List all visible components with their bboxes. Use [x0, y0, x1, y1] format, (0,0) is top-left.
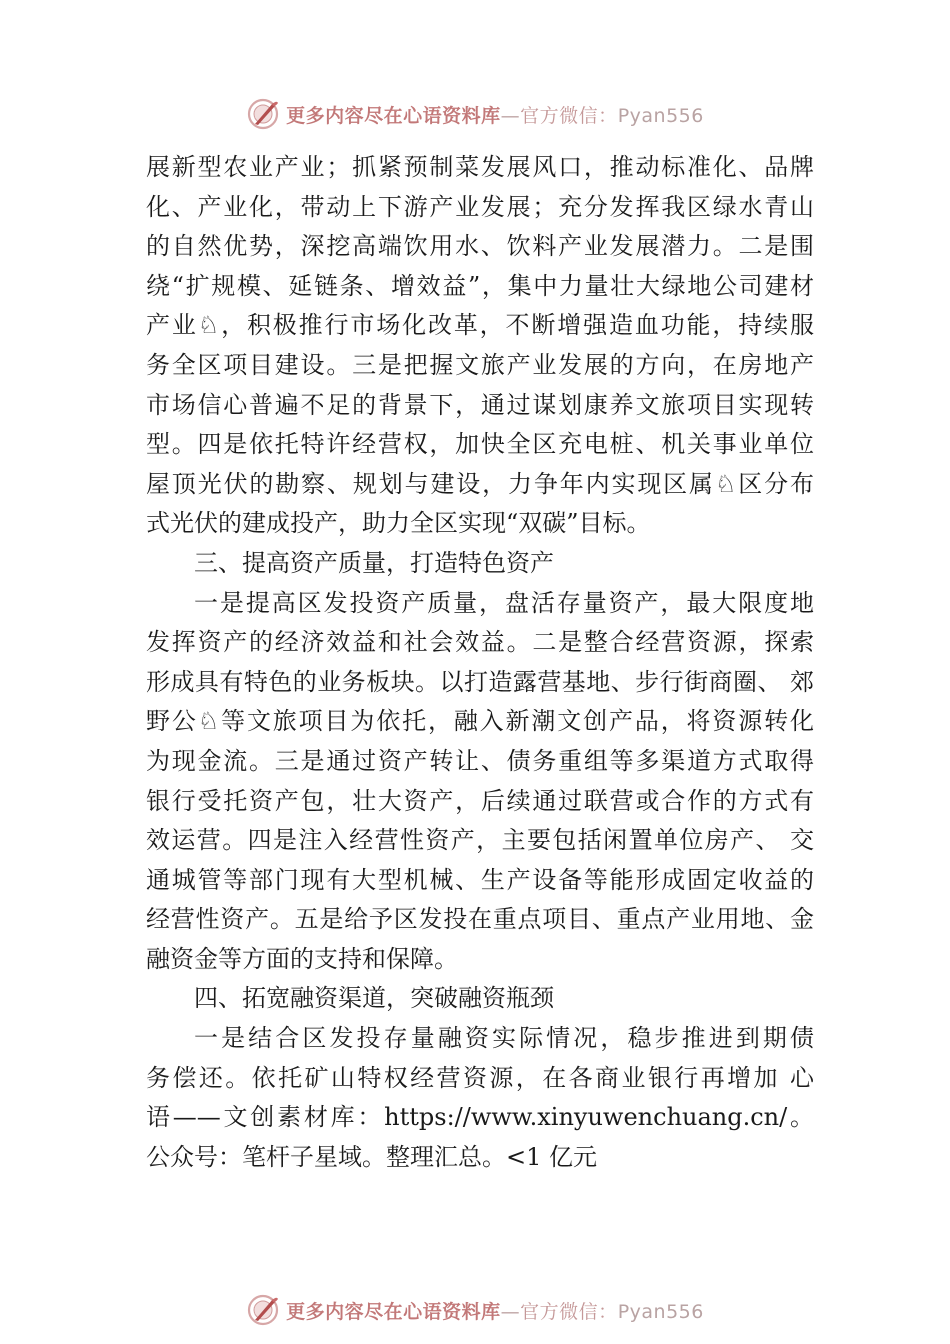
body-line: 式光伏的建成投产，助力全区实现“双碳”目标。: [146, 509, 651, 538]
header-banner-wechat-id: Pyan556: [617, 104, 704, 127]
footer-watermark-banner: [0, 1290, 950, 1330]
section-3-line: 银行受托资产包，壮大资产，后续通过联营或合作的方式有: [146, 786, 814, 815]
section-heading-3: 三、提高资产质量，打造特色资产: [194, 548, 554, 577]
section-4-line: 务偿还。依托矿山特权经营资源，在各商业银行再增加 心: [146, 1063, 814, 1092]
section-4-line: 一是结合区发投存量融资实际情况，稳步推进到期债: [194, 1024, 814, 1053]
header-banner-brand: 更多内容尽在心语资料库: [286, 104, 501, 127]
footer-banner-wechat-id: Pyan556: [617, 1300, 704, 1323]
body-line: 市场信心普遍不足的背景下，通过谋划康养文旅项目实现转: [146, 390, 814, 419]
body-line: 务全区项目建设。三是把握文旅产业发展的方向，在房地产: [146, 350, 814, 379]
body-line: 化、产业化，带动上下游产业发展；充分发挥我区绿水青山: [146, 192, 814, 221]
section-heading-4: 四、拓宽融资渠道，突破融资瓶颈: [194, 984, 554, 1013]
section-3-line: 发挥资产的经济效益和社会效益。二是整合经营资源，探索: [146, 628, 814, 657]
section-3-line: 经营性资产。五是给予区发投在重点项目、重点产业用地、金: [146, 905, 814, 934]
footer-banner-dash: —: [500, 1300, 521, 1323]
section-3-line: 为现金流。三是通过资产转让、债务重组等多渠道方式取得: [146, 746, 814, 775]
header-banner-wechat-label: 官方微信：: [520, 104, 618, 127]
section-3-line: 一是提高区发投资产质量，盘活存量资产，最大限度地: [194, 588, 814, 617]
body-line: 产业♘，积极推行市场化改革，不断增强造血功能，持续服: [146, 311, 814, 340]
section-3-line: 形成具有特色的业务板块。以打造露营基地、步行街商圈、 郊: [146, 667, 814, 696]
header-banner-text: [286, 101, 704, 128]
section-3-line: 效运营。四是注入经营性资产，主要包括闲置单位房产、 交: [146, 826, 814, 855]
section-3-line: 野公♘等文旅项目为依托，融入新潮文创产品，将资源转化: [146, 707, 814, 736]
footer-banner-text: [286, 1297, 704, 1324]
section-4-line: 公众号：笔杆子星域。整理汇总。<1 亿元: [146, 1142, 598, 1171]
body-line: 型。四是依托特许经营权，加快全区充电桩、机关事业单位: [146, 430, 814, 459]
body-line: 展新型农业产业；抓紧预制菜发展风口，推动标准化、品牌: [146, 153, 814, 181]
section-4-line: 语——文创素材库：https://www.xinyuwenchuang.cn/。: [146, 1103, 814, 1132]
section-3-line: 融资金等方面的支持和保障。: [146, 944, 458, 973]
section-3-line: 通城管等部门现有大型机械、生产设备等能形成固定收益的: [146, 865, 814, 894]
footer-banner-wechat-label: 官方微信：: [520, 1300, 618, 1323]
body-line: 屋顶光伏的勘察、规划与建设，力争年内实现区属♘区分布: [146, 469, 814, 498]
header-banner-dash: —: [500, 104, 521, 127]
quill-seal-icon: [246, 1293, 280, 1327]
document-body: [146, 148, 814, 1177]
body-line: 绕“扩规模、延链条、增效益”，集中力量壮大绿地公司建材: [146, 271, 814, 300]
footer-banner-brand: 更多内容尽在心语资料库: [286, 1300, 501, 1323]
quill-seal-icon: [246, 97, 280, 131]
body-line: 的自然优势，深挖高端饮用水、饮料产业发展潜力。二是围: [146, 232, 814, 261]
header-watermark-banner: [0, 94, 950, 134]
